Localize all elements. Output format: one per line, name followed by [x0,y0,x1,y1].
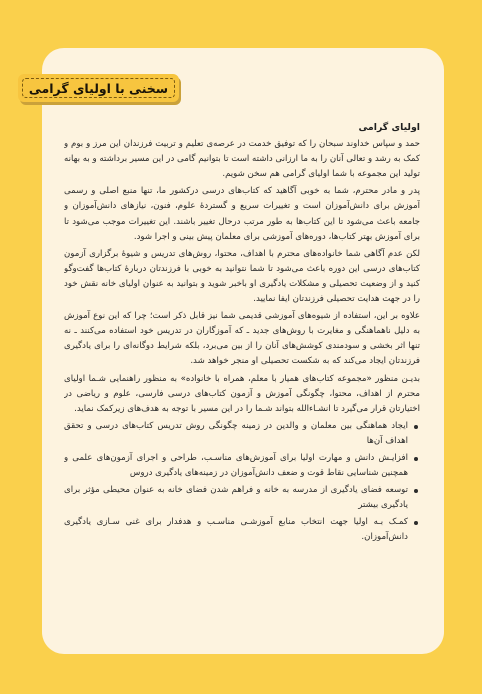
bullet-icon [414,521,418,525]
goal-text: ایجاد هماهنگی بین معلمان و والدین در زمینه چگونگی روش تدریس کتاب‌های درسی و تحقق اهداف آن‌ها [64,420,408,446]
paragraph-intro: حمد و سپاس خداوند سبحان را که توفیق خدمت در عرصه‌ی تعلیم و تربیت فرزندان این مرز و بوم و کمک به رشد و تعالی آنان را به ما ارزانی داشته است تا بتوانیم گامی در این مسیر برداشته و به بهانه‌ تولید این مجموعه با شما اولیای گرامی هم سخن شویم. [64,139,420,180]
list-item [64,483,420,513]
letter-body [64,120,420,650]
list-item [64,419,420,449]
bullet-icon [414,457,418,461]
paragraph-awareness: لکن عدم آگاهی شما خانواده‌های محترم با اهداف، محتوا، روش‌های تدریس و شیوهٔ برگزاری آزمون کتاب‌های درسی این دوره باعث می‌شود تا شما نتوانید به خوبی با فرزندتان دربارهٔ کتاب‌ها گفت‌وگو کنید و از وضعیت تحصیلی و مشکلات یادگیری او باخبر شوید و بتوانید به عنوان اولیای خانه نقش خود را در جهت هدایت تحصیلی فرزندتان ایفا نمایید. [64,248,420,305]
section-title: سخنی با اولیای گرامی [28,80,169,96]
goal-text: کمـک بـه اولیا جهت انتخاب منابع آموزشـی مناسـب و هدفدار برای غنی سـازی یادگیری دانش‌آموزان. [64,517,408,543]
paragraph-purpose: بدیـن منظور «مجموعه کتاب‌های همیار با معلم، همراه با خانواده» به منظور راهنمایی شـما اولیای محترم از اهداف، محتوا، چگونگی آموزش و آزمون کتاب‌های درسی فارسی، علوم و ریاضی در اختیارتان قرار می‌گیرد تا انشـاءالله بتواند شـما را در این مسیر با توجه به هدف‌های زیرکمک نماید. [64,373,420,414]
paragraph-old-methods: علاوه بر این، استفاده از شیوه‌های آموزشی قدیمی شما نیز قابل ذکر است؛ چرا که این نوع آموزش به دلیل ناهماهنگی و مغایرت با روش‌های جدید ـ که آموزگاران در تدریس خود استفاده می‌کنند ـ نه تنها اثر بخشی و سودمندی کوشش‌های آنان را از بین می‌برد، بلکه شرایط دوگانه‌ای را برای یادگیری فرزندتان ایجاد می‌کند که به شکست تحصیلی او منجر خواهد شد. [64,311,420,367]
list-item [64,515,420,545]
paragraph-textbooks: پدر و مادر محترم، شما به خوبی آگاهید که کتاب‌های درسی درکشور ما، تنها منبع اصلی و رسمی آموزش برای دانش‌آموزان است و تغییرات سریع و گستردهٔ علوم، فنون، نیازهای دانش‌آموزان و جامعه باعث می‌شود تا این کتاب‌ها به طور مرتب درحال تغییر باشند. این تغییرات موجب می‌شود تا برای آموزش بهتر کتاب‌ها، دوره‌های آموزشی برای معلمان پیش بینی و اجرا شود. [64,186,420,242]
greeting: اولیای گرامی [358,122,420,133]
bullet-icon [414,489,418,493]
list-item [64,451,420,481]
goals-list [64,419,420,546]
bullet-icon [414,425,418,429]
goal-text: افزایـش دانش و مهارت اولیا برای آموزش‌های مناسـب، طراحی و اجرای آزمون‌های علمی و همچنین شناسایی نقاط قوت و ضعف دانش‌آموزان در زمینه‌های یادگیری دروس [64,452,408,479]
goal-text: توسعه فضای یادگیری از مدرسه به خانه و فراهم شدن فضای خانه به عنوان محیطی مؤثر برای یادگیری بیشتر [64,485,408,511]
section-title-tab [18,74,179,102]
section-title-frame [22,78,175,98]
